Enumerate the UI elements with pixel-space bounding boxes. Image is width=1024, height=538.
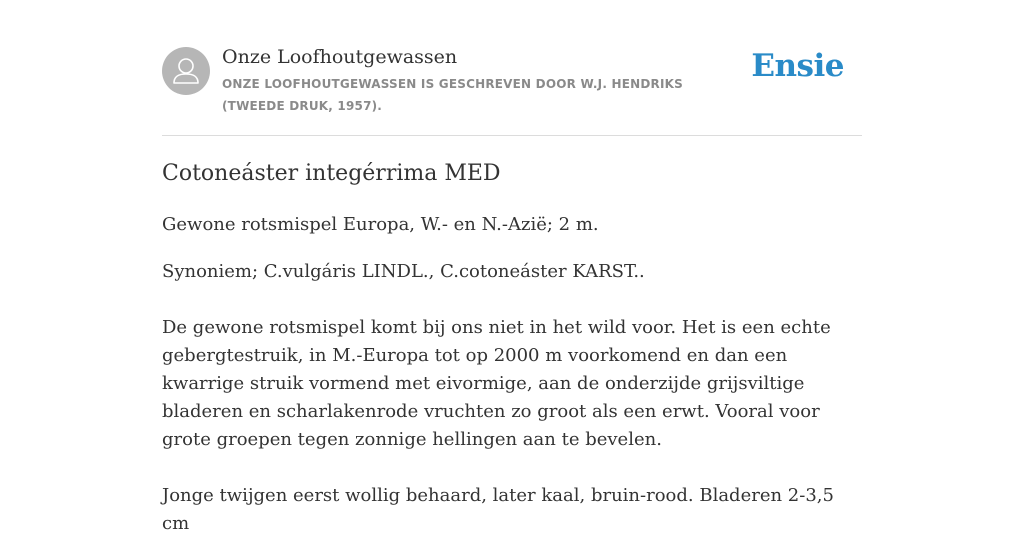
paragraph-characteristics: Jonge twijgen eerst wollig behaard, later kaal, bruin-rood. Bladeren 2-3,5 cm (162, 485, 834, 534)
paragraph-synonym: Synoniem; C.vulgáris LINDL., C.cotoneáster KARST.. (162, 261, 645, 282)
person-icon (162, 47, 210, 95)
source-header (162, 44, 862, 135)
book-description: ONZE LOOFHOUTGEWASSEN IS GESCHREVEN DOOR W.J. HENDRIKS (TWEEDE DRUK, 1957). (222, 77, 683, 113)
ensie-logo[interactable]: Ensie (751, 48, 844, 84)
book-title[interactable]: Onze Loofhoutgewassen (222, 46, 458, 68)
entry-title: Cotoneáster integérrima MED (162, 161, 501, 186)
article-body (162, 155, 862, 538)
paragraph-common-name: Gewone rotsmispel Europa, W.- en N.-Azië; 2 m. (162, 214, 599, 235)
header-divider (162, 135, 862, 136)
paragraph-description: De gewone rotsmispel komt bij ons niet in het wild voor. Het is een echte gebergtestruik, in M.-Europa tot op 2000 m voorkomend en dan een kwarrige struik vormend met eivormige, aan de onderzijde grijsviltige bladeren en scharlakenrode vruchten zo groot als een erwt. Vooral voor grote groepen tegen zonnige hellingen aan te bevelen. (162, 317, 831, 450)
author-avatar[interactable] (162, 47, 210, 95)
